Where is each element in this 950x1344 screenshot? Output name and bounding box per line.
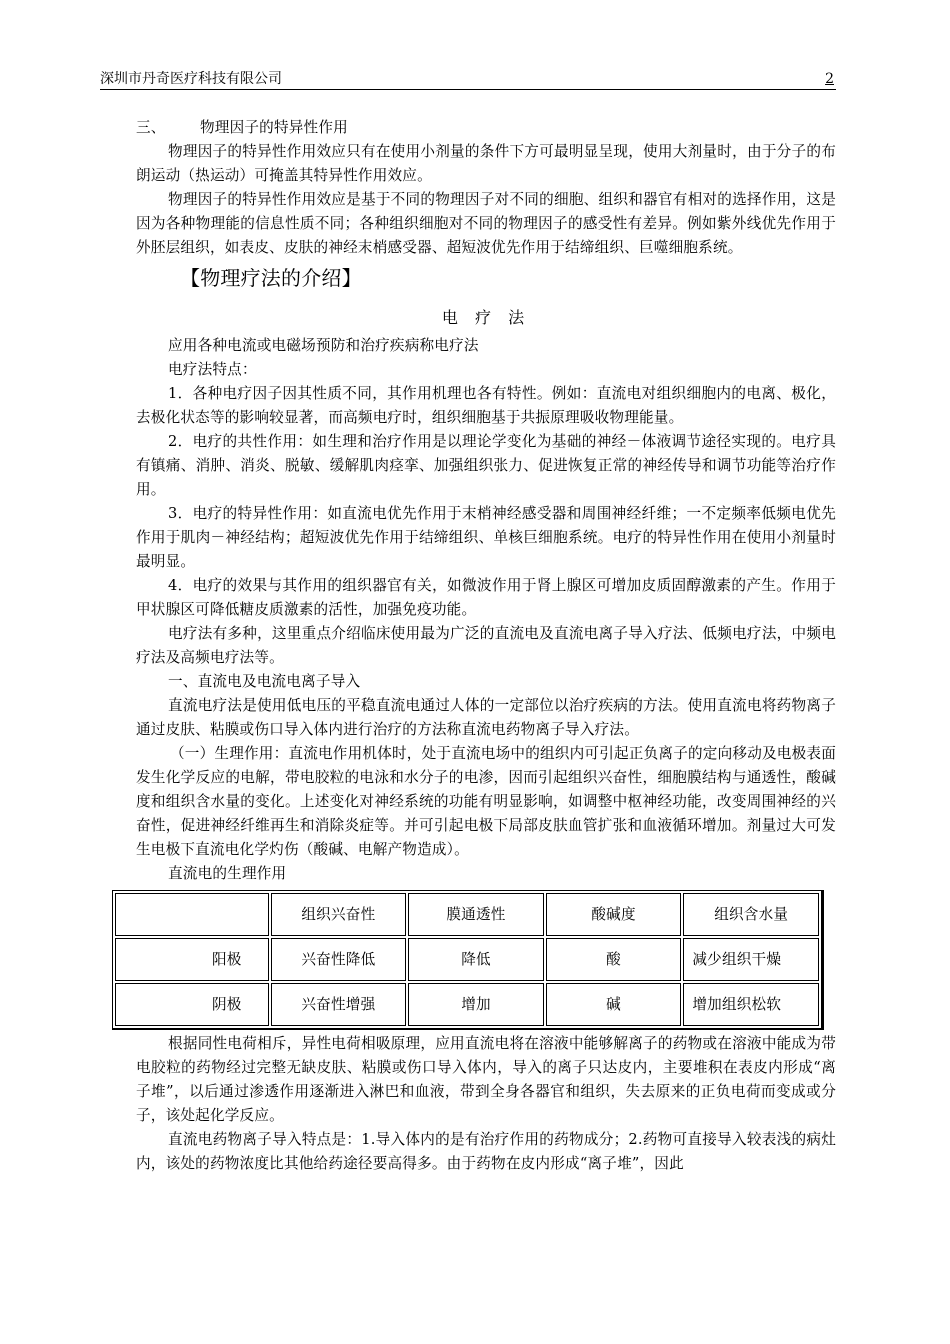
table-cell: 增加 [408, 983, 544, 1026]
features-label: 电疗法特点： [168, 361, 257, 378]
table-caption: 直流电的生理作用 [168, 865, 287, 882]
paragraph: 物理因子的特异性作用效应是基于不同的物理因子对不同的细胞、组织和器官有相对的选择作用，这是因为各种物理能的信息性质不同；各种组织细胞对不同的物理因子的感受性有差异。例如紫外线优先作用于外胚层组织，如表皮、皮肤的神经末梢感受器、超短波优先作用于结缔组织、巨噬细胞系统。 [136, 191, 836, 256]
table-cell: 减少组织干燥 [683, 938, 819, 981]
table-header-row [115, 893, 819, 936]
table-cell: 兴奋性降低 [271, 938, 407, 981]
table-row [115, 938, 819, 981]
document-body [136, 116, 836, 1176]
page-number: 2 [825, 71, 834, 87]
table-row [115, 983, 819, 1026]
paragraph: 2．电疗的共性作用：如生理和治疗作用是以理论学变化为基础的神经－体液调节途径实现的。电疗具有镇痛、消肿、消炎、脱敏、缓解肌肉痉挛、加强组织张力、促进恢复正常的神经传导和调节功能等治疗作用。 [136, 433, 836, 498]
paragraph: 电疗法有多种，这里重点介绍临床使用最为广泛的直流电及直流电离子导入疗法、低频电疗法，中频电疗法及高频电疗法等。 [136, 625, 836, 666]
page-header [100, 68, 836, 90]
header-rule [100, 89, 836, 90]
table-header-cell: 组织含水量 [683, 893, 819, 936]
table-cell: 阴极 [115, 983, 269, 1026]
table-header-cell: 组织兴奋性 [271, 893, 407, 936]
subsection-heading: 一、直流电及电流电离子导入 [168, 673, 361, 690]
table-cell: 酸 [546, 938, 682, 981]
table-cell: 降低 [408, 938, 544, 981]
table-header-cell: 酸碱度 [546, 893, 682, 936]
table-cell: 增加组织松软 [683, 983, 819, 1026]
section-number: 三、 [136, 119, 166, 136]
electrotherapy-title: 电 疗 法 [441, 308, 531, 327]
paragraph: 1．各种电疗因子因其性质不同，其作用机理也各有特性。例如：直流电对组织细胞内的电离、极化，去极化状态等的影响较显著，而高频电疗时，组织细胞基于共振原理吸收物理能量。 [136, 385, 836, 426]
table-cell: 兴奋性增强 [271, 983, 407, 1026]
section-heading [136, 116, 836, 140]
paragraph: 根据同性电荷相斥，异性电荷相吸原理，应用直流电将在溶液中能够解离子的药物或在溶液中能成为带电胶粒的药物经过完整无缺皮肤、粘膜或伤口导入体内，导入的离子只达皮内，主要堆积在表皮内形成“离子堆”，以后通过渗透作用逐渐进入淋巴和血液，带到全身各器官和组织，失去原来的正负电荷而变成或分子，该处起化学反应。 [136, 1035, 836, 1124]
table-cell: 阳极 [115, 938, 269, 981]
paragraph: （一）生理作用：直流电作用机体时，处于直流电场中的组织内可引起正负离子的定向移动及电极表面发生化学反应的电解，带电胶粒的电泳和水分子的电渗，因而引起组织兴奋性，细胞膜结构与通透性，酸碱度和组织含水量的变化。上述变化对神经系统的功能有明显影响，如调整中枢神经功能，改变周围神经的兴奋性，促进神经纤维再生和消除炎症等。并可引起电极下局部皮肤血管扩张和血液循环增加。剂量过大可发生电极下直流电化学灼伤（酸碱、电解产物造成）。 [136, 745, 836, 858]
section-title: 物理因子的特异性作用 [200, 119, 348, 136]
paragraph: 直流电药物离子导入特点是：1.导入体内的是有治疗作用的药物成分；2.药物可直接导入较表浅的病灶内，该处的药物浓度比其他给药途径要高得多。由于药物在皮内形成“离子堆”，因此 [136, 1131, 836, 1172]
company-name: 深圳市丹奇医疗科技有限公司 [100, 71, 282, 87]
paragraph: 4．电疗的效果与其作用的组织器官有关，如微波作用于肾上腺区可增加皮质固醇激素的产生。作用于甲状腺区可降低糖皮质激素的活性，加强免疫功能。 [136, 577, 836, 618]
paragraph: 直流电疗法是使用低电压的平稳直流电通过人体的一定部位以治疗疾病的方法。使用直流电将药物离子通过皮肤、粘膜或伤口导入体内进行治疗的方法称直流电药物离子导入疗法。 [136, 697, 836, 738]
intro-title: 【物理疗法的介绍】 [180, 266, 362, 290]
physiology-table [112, 890, 824, 1030]
table-header-cell [115, 893, 269, 936]
table-header-cell: 膜通透性 [408, 893, 544, 936]
paragraph: 3．电疗的特异性作用：如直流电优先作用于末梢神经感受器和周围神经纤维；一不定频率低频电优先作用于肌肉－神经结构；超短波优先作用于结缔组织、单核巨细胞系统。电疗的特异性作用在使用小剂量时最明显。 [136, 505, 836, 570]
table-cell: 碱 [546, 983, 682, 1026]
paragraph: 物理因子的特异性作用效应只有在使用小剂量的条件下方可最明显呈现，使用大剂量时，由于分子的布朗运动（热运动）可掩盖其特异性作用效应。 [136, 143, 836, 184]
paragraph: 应用各种电流或电磁场预防和治疗疾病称电疗法 [168, 337, 479, 354]
